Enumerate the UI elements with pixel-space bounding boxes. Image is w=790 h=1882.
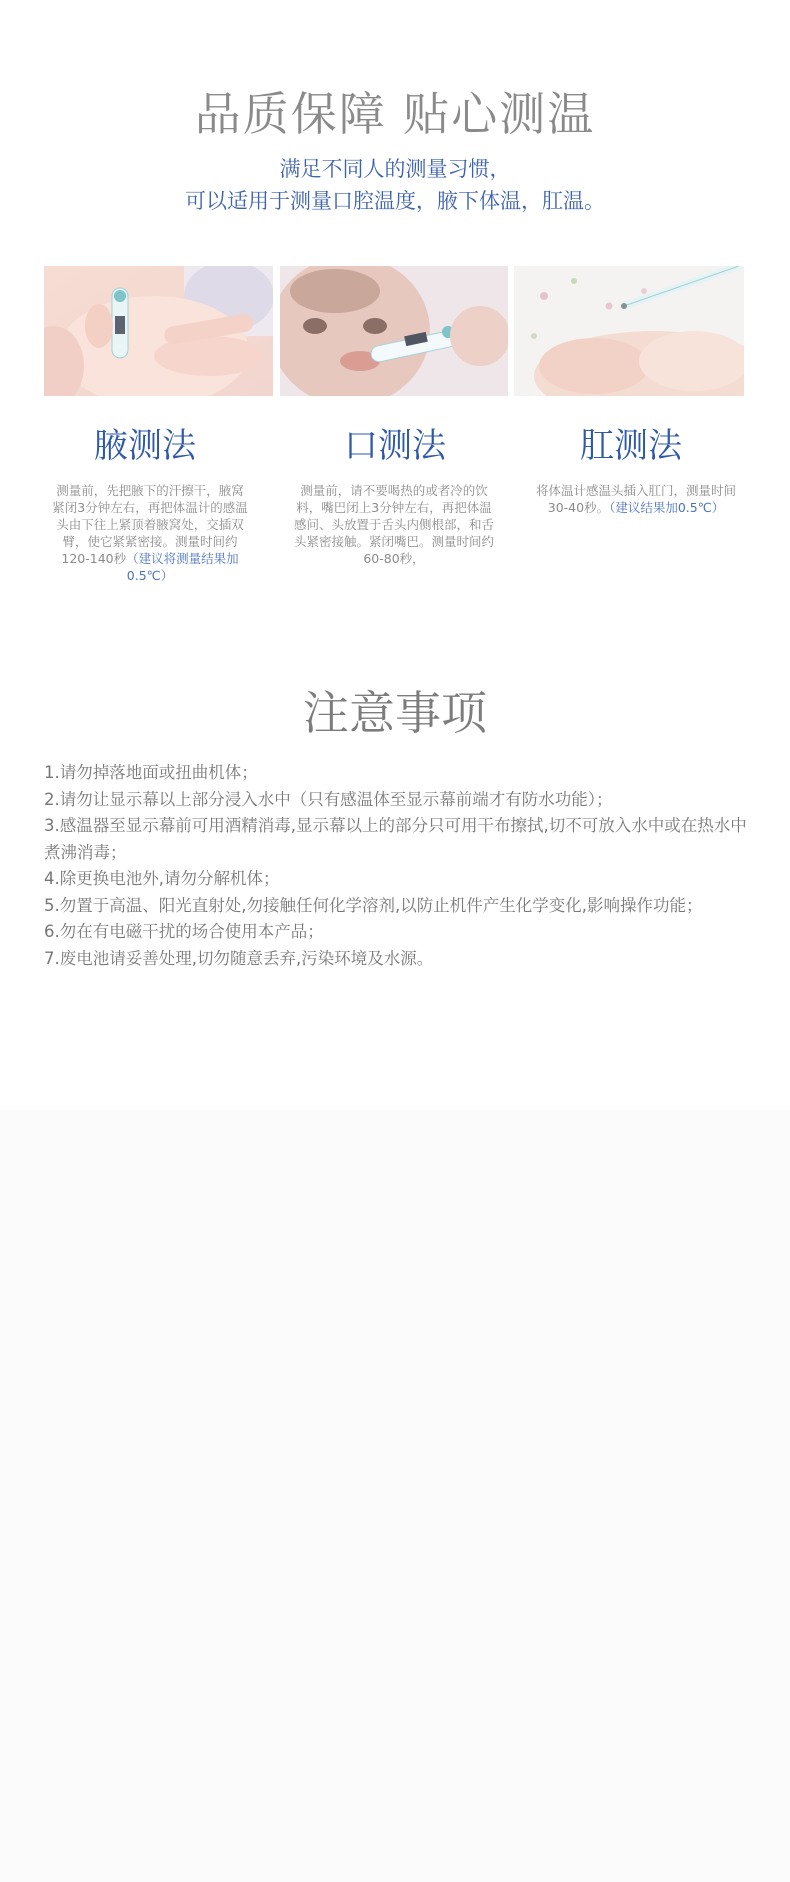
notice-item: 4.除更换电池外,请勿分解机体； (44, 869, 280, 888)
rectal-method-description (536, 482, 736, 516)
notice-title: 注意事项 (303, 686, 487, 740)
oral-method-title: 口测法 (344, 426, 446, 466)
oral-method-text: 测量前，请不要喝热的或者冷的饮料，嘴巴闭上3分钟左右，再把体温感问、头放置于舌头内侧根部，和舌头紧密接触。紧闭嘴巴。测量时间约60-80秒， (294, 483, 495, 566)
rectal-measurement-photo (514, 266, 744, 396)
armpit-method-description (52, 482, 248, 584)
lower-background (0, 1110, 790, 1882)
hero-title: 品质保障 贴心测温 (194, 87, 596, 141)
rectal-method-title: 肛测法 (580, 426, 682, 466)
hero-subtitle-line1: 满足不同人的测量习惯， (279, 157, 511, 181)
notice-list (44, 760, 760, 972)
notice-item: 5.勿置于高温、阳光直射处,勿接触任何化学溶剂,以防止机件产生化学变化,影响操作功能； (44, 895, 703, 915)
oral-method-description (294, 482, 494, 567)
notice-item: 1.请勿掉落地面或扭曲机体； (44, 763, 258, 782)
notice-item: 7.废电池请妥善处理,切勿随意丢弃,污染环境及水源。 (44, 948, 434, 968)
notice-item: 2.请勿让显示幕以上部分浸入水中（只有感温体至显示幕前端才有防水功能）； (44, 789, 613, 809)
armpit-method-note: （建议将测量结果加0.5℃） (126, 551, 239, 583)
rectal-method-text: 将体温计感温头插入肛门，测量时间30-40秒。 (536, 483, 737, 515)
hero-subtitle-line2: 可以适用于测量口腔温度，腋下体温，肛温。 (185, 189, 605, 213)
rectal-method-note: （建议结果加0.5℃） (609, 500, 725, 515)
armpit-method-text: 测量前，先把腋下的汗擦干，腋窝紧闭3分钟左右，再把体温计的感温头由下往上紧顶着腋窝处，交插双臂，使它紧紧密接。测量时间约120-140秒 (52, 483, 248, 566)
oral-measurement-photo (280, 266, 508, 396)
notice-item: 3.感温器至显示幕前可用酒精消毒,显示幕以上的部分只可用干布擦拭,切不可放入水中或在热水中煮沸消毒； (44, 816, 747, 862)
hero-subtitle (0, 153, 790, 217)
notice-item: 6.勿在有电磁干扰的场合使用本产品； (44, 922, 324, 941)
armpit-measurement-photo (44, 266, 273, 396)
armpit-method-title: 腋测法 (94, 426, 196, 466)
